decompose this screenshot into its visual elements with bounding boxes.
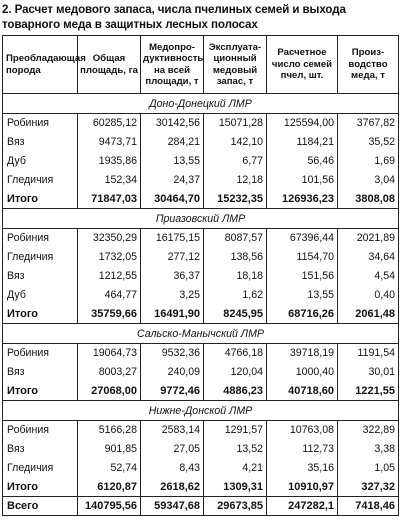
cell-reserve: 1291,57 bbox=[204, 421, 267, 440]
cell-area: 1935,86 bbox=[78, 152, 141, 171]
cell-area: 60285,12 bbox=[78, 114, 141, 133]
cell-species: Робиния bbox=[3, 421, 78, 440]
cell-species: Итого bbox=[3, 382, 78, 401]
cell-productivity: 27,05 bbox=[141, 440, 204, 459]
cell-honey-output: 1191,54 bbox=[338, 344, 399, 363]
table-row bbox=[3, 171, 399, 190]
cell-productivity: 277,12 bbox=[141, 248, 204, 267]
honey-table bbox=[2, 35, 399, 516]
cell-honey-output: 1221,55 bbox=[338, 382, 399, 401]
cell-species: Гледичия bbox=[3, 459, 78, 478]
cell-productivity: 2583,14 bbox=[141, 421, 204, 440]
total-row bbox=[3, 478, 399, 497]
cell-colonies: 1000,40 bbox=[267, 363, 338, 382]
cell-area: 8003,27 bbox=[78, 363, 141, 382]
section-header bbox=[3, 94, 399, 114]
cell-productivity: 8,43 bbox=[141, 459, 204, 478]
table-row bbox=[3, 440, 399, 459]
cell-area: 1212,55 bbox=[78, 267, 141, 286]
header-reserve: Эксплуата-ционный медовый запас, т bbox=[204, 36, 267, 94]
header-honey-output: Произ-водство меда, т bbox=[338, 36, 399, 94]
cell-productivity: 30464,70 bbox=[141, 190, 204, 209]
table-row bbox=[3, 344, 399, 363]
cell-productivity: 36,37 bbox=[141, 267, 204, 286]
cell-area: 32350,29 bbox=[78, 229, 141, 248]
table-body bbox=[3, 94, 399, 516]
cell-area: 27068,00 bbox=[78, 382, 141, 401]
cell-area: 464,77 bbox=[78, 286, 141, 305]
cell-species: Вяз bbox=[3, 133, 78, 152]
table-row bbox=[3, 363, 399, 382]
cell-honey-output: 0,40 bbox=[338, 286, 399, 305]
cell-area: 9473,71 bbox=[78, 133, 141, 152]
cell-area: 140795,56 bbox=[78, 497, 141, 516]
section-title: Сальско-Манычский ЛМР bbox=[3, 324, 399, 344]
cell-species: Робиния bbox=[3, 344, 78, 363]
table-row bbox=[3, 459, 399, 478]
cell-productivity: 9772,46 bbox=[141, 382, 204, 401]
cell-area: 152,34 bbox=[78, 171, 141, 190]
table-title: 2. Расчет медового запаса, числа пчелиных семей и выхода товарного меда в защитных лесных полосах bbox=[2, 3, 346, 31]
section-header bbox=[3, 209, 399, 229]
cell-reserve: 13,52 bbox=[204, 440, 267, 459]
cell-productivity: 2618,62 bbox=[141, 478, 204, 497]
table-row bbox=[3, 152, 399, 171]
cell-productivity: 3,25 bbox=[141, 286, 204, 305]
table-row bbox=[3, 286, 399, 305]
header-row bbox=[3, 36, 399, 94]
cell-reserve: 142,10 bbox=[204, 133, 267, 152]
cell-colonies: 247282,1 bbox=[267, 497, 338, 516]
cell-honey-output: 30,01 bbox=[338, 363, 399, 382]
cell-colonies: 151,56 bbox=[267, 267, 338, 286]
cell-reserve: 4,21 bbox=[204, 459, 267, 478]
cell-honey-output: 322,89 bbox=[338, 421, 399, 440]
cell-honey-output: 3,38 bbox=[338, 440, 399, 459]
cell-colonies: 1184,21 bbox=[267, 133, 338, 152]
cell-area: 1732,05 bbox=[78, 248, 141, 267]
cell-reserve: 1309,31 bbox=[204, 478, 267, 497]
cell-species: Робиния bbox=[3, 229, 78, 248]
cell-species: Итого bbox=[3, 478, 78, 497]
header-species: Преобладающая порода bbox=[3, 36, 78, 94]
section-title: Нижне-Донской ЛМР bbox=[3, 401, 399, 421]
cell-honey-output: 2021,89 bbox=[338, 229, 399, 248]
cell-species: Итого bbox=[3, 190, 78, 209]
cell-honey-output: 1,05 bbox=[338, 459, 399, 478]
table-row bbox=[3, 421, 399, 440]
cell-honey-output: 34,64 bbox=[338, 248, 399, 267]
cell-productivity: 16175,15 bbox=[141, 229, 204, 248]
cell-species: Робиния bbox=[3, 114, 78, 133]
cell-productivity: 59347,68 bbox=[141, 497, 204, 516]
cell-colonies: 125594,00 bbox=[267, 114, 338, 133]
cell-honey-output: 35,52 bbox=[338, 133, 399, 152]
cell-species: Гледичия bbox=[3, 248, 78, 267]
cell-honey-output: 3767,82 bbox=[338, 114, 399, 133]
cell-colonies: 126936,23 bbox=[267, 190, 338, 209]
cell-area: 52,74 bbox=[78, 459, 141, 478]
cell-reserve: 6,77 bbox=[204, 152, 267, 171]
cell-colonies: 68716,26 bbox=[267, 305, 338, 324]
total-row bbox=[3, 190, 399, 209]
cell-colonies: 112,73 bbox=[267, 440, 338, 459]
cell-honey-output: 2061,48 bbox=[338, 305, 399, 324]
cell-species: Гледичия bbox=[3, 171, 78, 190]
cell-reserve: 8245,95 bbox=[204, 305, 267, 324]
cell-species: Вяз bbox=[3, 440, 78, 459]
cell-area: 5166,28 bbox=[78, 421, 141, 440]
total-row bbox=[3, 382, 399, 401]
cell-area: 901,85 bbox=[78, 440, 141, 459]
cell-colonies: 101,56 bbox=[267, 171, 338, 190]
header-area: Общая площадь, га bbox=[78, 36, 141, 94]
cell-reserve: 138,56 bbox=[204, 248, 267, 267]
cell-productivity: 24,37 bbox=[141, 171, 204, 190]
cell-colonies: 35,16 bbox=[267, 459, 338, 478]
cell-productivity: 16491,90 bbox=[141, 305, 204, 324]
cell-reserve: 8087,57 bbox=[204, 229, 267, 248]
grand-total-row bbox=[3, 497, 399, 516]
header-colonies: Расчетное число семей пчел, шт. bbox=[267, 36, 338, 94]
cell-species: Итого bbox=[3, 305, 78, 324]
cell-reserve: 1,62 bbox=[204, 286, 267, 305]
cell-honey-output: 327,32 bbox=[338, 478, 399, 497]
cell-species: Всего bbox=[3, 497, 78, 516]
cell-honey-output: 1,69 bbox=[338, 152, 399, 171]
cell-reserve: 120,04 bbox=[204, 363, 267, 382]
cell-honey-output: 3808,08 bbox=[338, 190, 399, 209]
cell-colonies: 40718,60 bbox=[267, 382, 338, 401]
table-row bbox=[3, 248, 399, 267]
cell-productivity: 30142,56 bbox=[141, 114, 204, 133]
table-row bbox=[3, 133, 399, 152]
section-title: Доно-Донецкий ЛМР bbox=[3, 94, 399, 114]
table-row bbox=[3, 114, 399, 133]
cell-productivity: 13,55 bbox=[141, 152, 204, 171]
cell-species: Вяз bbox=[3, 267, 78, 286]
section-title: Приазовский ЛМР bbox=[3, 209, 399, 229]
cell-colonies: 10910,97 bbox=[267, 478, 338, 497]
table-row bbox=[3, 229, 399, 248]
cell-colonies: 67396,44 bbox=[267, 229, 338, 248]
cell-reserve: 18,18 bbox=[204, 267, 267, 286]
cell-reserve: 15071,28 bbox=[204, 114, 267, 133]
cell-productivity: 9532,36 bbox=[141, 344, 204, 363]
cell-colonies: 1154,70 bbox=[267, 248, 338, 267]
cell-colonies: 10763,08 bbox=[267, 421, 338, 440]
cell-reserve: 4886,23 bbox=[204, 382, 267, 401]
cell-reserve: 15232,35 bbox=[204, 190, 267, 209]
cell-honey-output: 4,54 bbox=[338, 267, 399, 286]
cell-species: Дуб bbox=[3, 152, 78, 171]
cell-species: Вяз bbox=[3, 363, 78, 382]
cell-honey-output: 3,04 bbox=[338, 171, 399, 190]
cell-reserve: 29673,85 bbox=[204, 497, 267, 516]
cell-area: 35759,66 bbox=[78, 305, 141, 324]
table-row bbox=[3, 267, 399, 286]
cell-area: 71847,03 bbox=[78, 190, 141, 209]
cell-productivity: 240,09 bbox=[141, 363, 204, 382]
cell-species: Дуб bbox=[3, 286, 78, 305]
total-row bbox=[3, 305, 399, 324]
cell-honey-output: 7418,46 bbox=[338, 497, 399, 516]
cell-colonies: 56,46 bbox=[267, 152, 338, 171]
cell-productivity: 284,21 bbox=[141, 133, 204, 152]
cell-reserve: 4766,18 bbox=[204, 344, 267, 363]
cell-reserve: 12,18 bbox=[204, 171, 267, 190]
cell-colonies: 13,55 bbox=[267, 286, 338, 305]
section-header bbox=[3, 324, 399, 344]
section-header bbox=[3, 401, 399, 421]
header-productivity: Медопро-дуктивность на всей площади, т bbox=[141, 36, 204, 94]
cell-colonies: 39718,19 bbox=[267, 344, 338, 363]
cell-area: 6120,87 bbox=[78, 478, 141, 497]
cell-area: 19064,73 bbox=[78, 344, 141, 363]
